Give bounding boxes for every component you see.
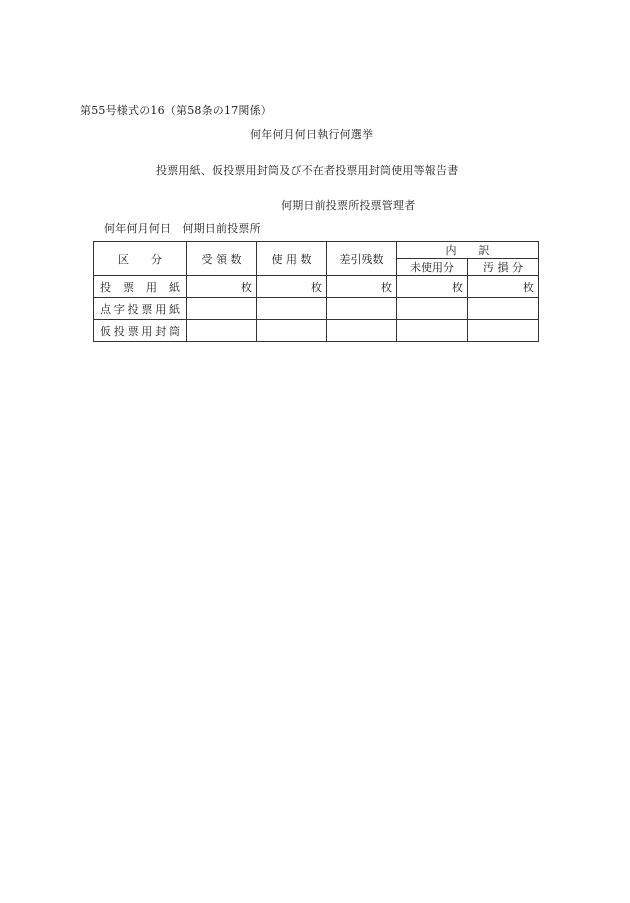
cell-unused [397,320,468,342]
cell-used: 枚 [257,276,327,298]
header-unused: 未使用分 [397,259,468,276]
row-label-ballot-paper: 投票用紙 [94,276,187,298]
form-number: 第55号様式の16（第58条の17関係） [80,104,272,117]
cell-remaining [327,298,397,320]
table-row [94,320,539,342]
header-received: 受 領 数 [187,242,257,276]
row-label-braille-ballot: 点字投票用紙 [94,298,187,320]
cell-received: 枚 [187,276,257,298]
manager-label: 何期日前投票所投票管理者 [281,199,416,212]
cell-unused: 枚 [397,276,468,298]
row-label-provisional-envelope: 仮投票用封筒 [94,320,187,342]
cell-used [257,298,327,320]
table-row [94,276,539,298]
cell-unused [397,298,468,320]
table-header-row [94,242,539,259]
header-used: 使 用 数 [257,242,327,276]
table-row [94,298,539,320]
header-damaged: 汚 損 分 [468,259,539,276]
date-place-line: 何年何月何日 何期日前投票所 [104,222,261,235]
cell-remaining: 枚 [327,276,397,298]
election-title: 何年何月何日執行何選挙 [250,128,374,141]
report-table [93,241,539,342]
header-breakdown: 内 訳 [397,242,539,259]
cell-damaged [468,298,539,320]
cell-used [257,320,327,342]
header-category: 区 分 [94,242,187,276]
document-title: 投票用紙、仮投票用封筒及び不在者投票用封筒使用等報告書 [156,164,459,177]
cell-received [187,298,257,320]
header-remaining: 差引残数 [327,242,397,276]
cell-damaged [468,320,539,342]
cell-remaining [327,320,397,342]
cell-damaged: 枚 [468,276,539,298]
cell-received [187,320,257,342]
